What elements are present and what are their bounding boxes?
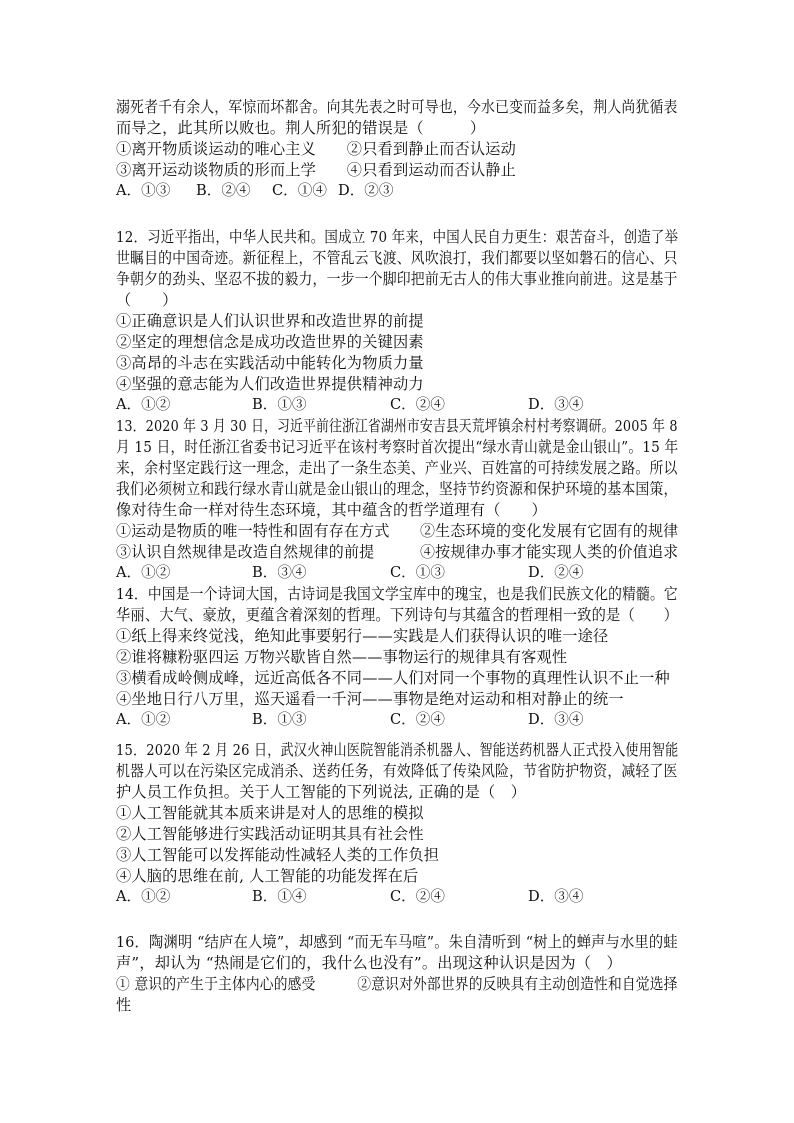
option-d: D．③④ <box>528 711 584 728</box>
question-14-options <box>116 710 676 730</box>
option-c: C．①④ <box>272 182 327 199</box>
question-13-statement: ①运动是物质的唯一特性和固有存在方式 ②生态环境的变化发展有它固有的规律 <box>116 522 679 540</box>
option-b: B．③④ <box>252 564 307 581</box>
option-a: A．①② <box>116 711 171 728</box>
question-16-stem: 声”，却认为 “热闹是它们的，我什么也没有”。出现这种认识是因为（ ） <box>116 954 622 972</box>
option-a: A．①② <box>116 888 171 905</box>
question-16-statement: 性 <box>116 996 132 1014</box>
question-13-stem: 像对待生命一样对待生态环境，其中蕴含的哲学道理有（ ） <box>116 501 547 519</box>
question-11-line: 溺死者千有余人，军惊而坏都舍。向其先表之时可导也，今水已变而益多矣，荆人尚犹循表 <box>116 98 678 116</box>
option-b: B．①③ <box>252 396 307 413</box>
question-15-options <box>116 887 676 907</box>
question-13-options <box>116 563 676 583</box>
option-c: C．①③ <box>390 564 445 581</box>
question-16-stem: 16．陶渊明 “结庐在人境”，却感到 “而无车马喧”。朱自清听到 “树上的蝉声与水里的蛙 <box>116 933 678 951</box>
option-c: C．②④ <box>390 396 445 413</box>
question-15-statement: ②人工智能够进行实践活动证明其具有社会性 <box>116 825 424 843</box>
option-d: D．②④ <box>528 564 584 581</box>
question-14-statement: ②谁将糠粉驱四运 万物兴歇皆自然——事物运行的规律具有客观性 <box>116 648 568 666</box>
question-12-statement: ③高昂的斗志在实践活动中能转化为物质力量 <box>116 354 424 372</box>
question-15-statement: ①人工智能就其本质来讲是对人的思维的模拟 <box>116 804 424 822</box>
question-14-stem: 14．中国是一个诗词大国，古诗词是我国文学宝库中的瑰宝，也是我们民族文化的精髓。它 <box>116 585 678 603</box>
question-12-statement: ④坚强的意志能为人们改造世界提供精神动力 <box>116 375 424 393</box>
question-12-statement: ①正确意识是人们认识世界和改造世界的前提 <box>116 312 424 330</box>
question-16-statement: ① 意识的产生于主体内心的感受 ②意识对外部世界的反映具有主动创造性和自觉选择 <box>116 975 678 993</box>
question-14-statement: ③横看成岭侧成峰，远近高低各不同——人们对同一个事物的真理性认识不止一种 <box>116 669 670 687</box>
option-a: A．①② <box>116 564 171 581</box>
option-d: D．③④ <box>528 888 584 905</box>
option-d: D．②③ <box>338 182 394 199</box>
option-b: B．①④ <box>252 888 307 905</box>
question-12-stem: 世瞩目的中国奇迹。新征程上，不管乱云飞渡、风吹浪打，我们都要以坚如磐石的信心、只 <box>116 249 678 267</box>
option-b: B．①③ <box>252 711 307 728</box>
option-a: A．①③ <box>116 182 171 199</box>
option-c: C．②④ <box>390 711 445 728</box>
question-13-statement: ③认识自然规律是改造自然规律的前提 ④按规律办事才能实现人类的价值追求 <box>116 543 679 561</box>
question-13-stem: 13．2020 年 3 月 30 日，习近平前往浙江省湖州市安吉县天荒坪镇余村村考察调研。2005 年 8 <box>116 417 678 435</box>
option-d: D．③④ <box>528 396 584 413</box>
option-a: A．①② <box>116 396 171 413</box>
question-15-stem: 护人员工作负担。关于人工智能的下列说法, 正确的是（ ） <box>116 783 527 801</box>
question-14-statement: ①纸上得来终觉浅，绝知此事要躬行——实践是人们获得认识的唯一途径 <box>116 627 609 645</box>
question-13-stem: 月 15 日，时任浙江省委书记习近平在该村考察时首次提出“绿水青山就是金山银山”。15 年 <box>116 438 679 456</box>
question-12-options <box>116 395 676 415</box>
option-c: C．②④ <box>390 888 445 905</box>
question-12-stem: 12．习近平指出，中华人民共和。国成立 70 年来，中国人民自力更生：艰苦奋斗，创造了举 <box>116 228 679 246</box>
question-12-stem: 争朝夕的劲头、坚忍不拔的毅力，一步一个脚印把前无古人的伟大事业推向前进。这是基于 <box>116 270 678 288</box>
question-11-statement: ①离开物质谈运动的唯心主义 ②只看到静止而否认运动 <box>116 140 517 158</box>
question-12-statement: ②坚定的理想信念是成功改造世界的关键因素 <box>116 333 424 351</box>
question-13-stem: 来，余村坚定践行这一理念，走出了一条生态美、产业兴、百姓富的可持续发展之路。所以 <box>116 459 678 477</box>
question-11-options <box>116 181 676 201</box>
question-13-stem: 我们必须树立和践行绿水青山就是金山银山的理念，坚持节约资源和保护环境的基本国策， <box>116 480 678 498</box>
question-14-stem: 华丽、大气、豪放，更蕴含着深刻的哲理。下列诗句与其蕴含的哲理相一致的是（ ） <box>116 606 679 624</box>
question-12-stem: （ ） <box>116 291 178 309</box>
question-15-statement: ④人脑的思维在前, 人工智能的功能发挥在后 <box>116 867 419 885</box>
option-b: B．②④ <box>196 182 251 199</box>
question-11-statement: ③离开运动谈物质的形而上学 ④只看到运动而否认静止 <box>116 161 517 179</box>
question-15-stem: 机器人可以在污染区完成消杀、送药任务，有效降低了传染风险，节省防护物资，减轻了医 <box>116 762 678 780</box>
question-14-statement: ④坐地日行八万里，巡天遥看一千河——事物是绝对运动和相对静止的统一 <box>116 690 624 708</box>
question-15-stem: 15．2020 年 2 月 26 日，武汉火神山医院智能消杀机器人、智能送药机器人正式投入使用智能 <box>116 741 679 759</box>
question-15-statement: ③人工智能可以发挥能动性减轻人类的工作负担 <box>116 846 440 864</box>
question-11-line: 而导之，此其所以败也。荆人所犯的错误是（ ） <box>116 119 486 137</box>
